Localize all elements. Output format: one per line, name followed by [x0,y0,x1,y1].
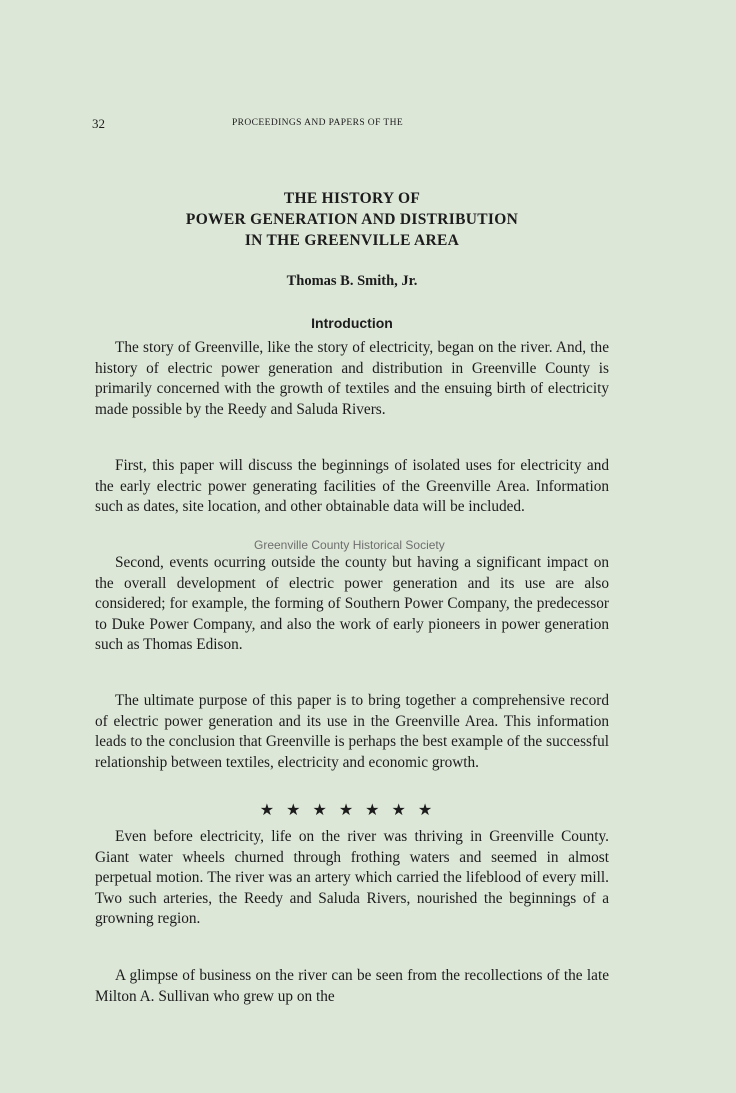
paragraph: The ultimate purpose of this paper is to bring together a comprehensive record of electric power generation and its use in the Greenville Area. This information leads to the conclusion that Greenville is perhaps the best example of the successful relationship between textiles, electricity and economic growth. [95,692,609,771]
running-header [92,116,612,134]
running-title: PROCEEDINGS AND PAPERS OF THE [232,118,404,128]
article-title [92,188,612,251]
author-name: Thomas B. Smith, Jr. [286,273,418,289]
star-separator: ★★★★★★★ [259,800,445,819]
paragraph: Second, events ocurring outside the county but having a significant impact on the overall development of electric power generation and its use are also considered; for example, the forming of Southern Power Company, the predecessor to Duke Power Company, and also the work of early pioneers in power generation such as Thomas Edison. [95,554,609,654]
paragraph: The story of Greenville, like the story of electricity, began on the river. And, the history of electric power generation and distribution in Greenville County is primarily concerned with the growth of textiles and the ensuing birth of electricity made possible by the Reedy and Saluda Rivers. [95,339,609,418]
title-line: POWER GENERATION AND DISTRIBUTION [185,211,519,228]
paragraph: A glimpse of business on the river can be seen from the recollections of the late Milton A. Sullivan who grew up on the [95,967,609,1005]
title-line: IN THE GREENVILLE AREA [244,232,460,249]
section-heading: Introduction [311,315,393,331]
watermark-text: Greenville County Historical Society [254,538,445,552]
paragraph: First, this paper will discuss the beginnings of isolated uses for electricity and the early electric power generating facilities of the Greenville Area. Information such as dates, site location, and other obtainable data will be included. [95,457,609,516]
paragraph: Even before electricity, life on the river was thriving in Greenville County. Giant water wheels churned through frothing waters and seemed in almost perpetual motion. The river was an artery which carried the lifeblood of every mill. Two such arteries, the Reedy and Saluda Rivers, nourished the beginnings of a growning region. [95,828,609,928]
page-number: 32 [92,116,105,131]
title-line: THE HISTORY OF [283,190,421,207]
